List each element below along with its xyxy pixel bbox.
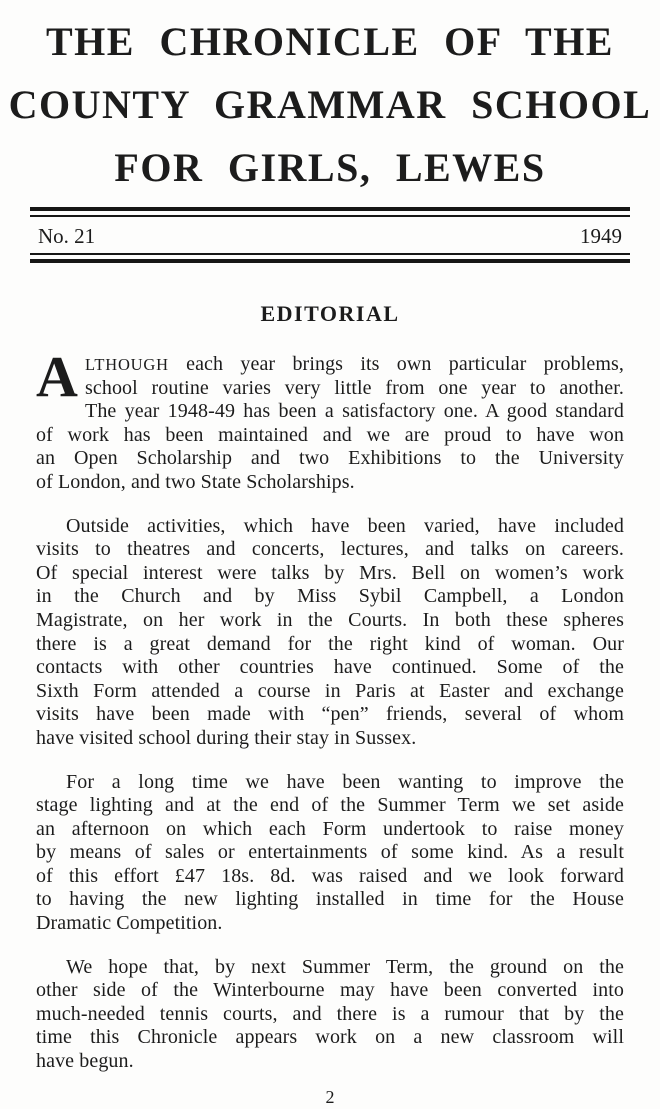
issue-row	[30, 217, 630, 253]
editorial-paragraph	[36, 344, 624, 495]
text-line: LTHOUGH each year brings its own particular problems,	[85, 353, 624, 375]
issue-bar	[30, 207, 630, 263]
text-line: have visited school during their stay in Sussex.	[36, 726, 417, 749]
editorial-paragraph	[36, 515, 624, 751]
editorial-article	[36, 344, 624, 1074]
text-line: Of special interest were talks by Mrs. Bell on women’s work	[36, 561, 624, 584]
text-line: an Open Scholarship and two Exhibitions to the University	[36, 447, 624, 470]
drop-cap: A	[36, 344, 78, 409]
small-caps-lead: LTHOUGH	[85, 355, 169, 374]
page-number: 2	[325, 1086, 335, 1107]
text-line: much-needed tennis courts, and there is a rumour that by the	[36, 1002, 624, 1025]
masthead	[0, 0, 660, 199]
text-line: The year 1948-49 has been a satisfactory one. A good standard	[85, 400, 624, 423]
text-line: time this Chronicle appears work on a new classroom will	[36, 1026, 624, 1049]
text-line: to having the new lighting installed in time for the House	[36, 888, 624, 911]
text-line: visits have been made with “pen” friends, several of whom	[36, 703, 624, 726]
text-line: of this effort £47 18s. 8d. was raised and we look forward	[36, 864, 624, 887]
text-line: Dramatic Competition.	[36, 912, 223, 935]
text-line: of work has been maintained and we are proud to have won	[36, 423, 624, 446]
text-line: We hope that, by next Summer Term, the ground on the	[66, 955, 624, 978]
masthead-title-line-2: COUNTY GRAMMAR SCHOOL	[8, 82, 652, 127]
text-line: For a long time we have been wanting to improve the	[66, 770, 624, 793]
double-rule-bottom	[30, 253, 630, 263]
issue-number: No. 21	[38, 224, 96, 248]
masthead-title-line-1: THE CHRONICLE OF THE	[46, 19, 614, 64]
article-heading: EDITORIAL	[260, 301, 400, 326]
text-line: Magistrate, on her work in the Courts. In both these spheres	[36, 608, 624, 631]
editorial-paragraph	[36, 956, 624, 1074]
text-line: of London, and two State Scholarships.	[36, 470, 355, 493]
text-line: Outside activities, which have been varied, have included	[66, 514, 624, 537]
issue-year: 1949	[580, 224, 622, 248]
text-line: have begun.	[36, 1050, 134, 1073]
double-rule-top	[30, 207, 630, 217]
text-line: stage lighting and at the end of the Summer Term we set aside	[36, 794, 624, 817]
text-line: other side of the Winterbourne may have been converted into	[36, 979, 624, 1002]
text-line: in the Church and by Miss Sybil Campbell, a London	[36, 585, 624, 608]
editorial-paragraph	[36, 771, 624, 936]
text-line: by means of sales or entertainments of some kind. As a result	[36, 841, 624, 864]
text-line: Sixth Form attended a course in Paris at Easter and exchange	[36, 679, 624, 702]
text-line: visits to theatres and concerts, lectures, and talks on careers.	[36, 538, 624, 561]
masthead-title-line-3: FOR GIRLS, LEWES	[114, 145, 546, 190]
text-line: school routine varies very little from one year to another.	[85, 376, 624, 399]
text-line: an afternoon on which each Form undertook to raise money	[36, 817, 624, 840]
text-line: there is a great demand for the right kind of woman. Our	[36, 632, 624, 655]
text-line: contacts with other countries have continued. Some of the	[36, 656, 624, 679]
